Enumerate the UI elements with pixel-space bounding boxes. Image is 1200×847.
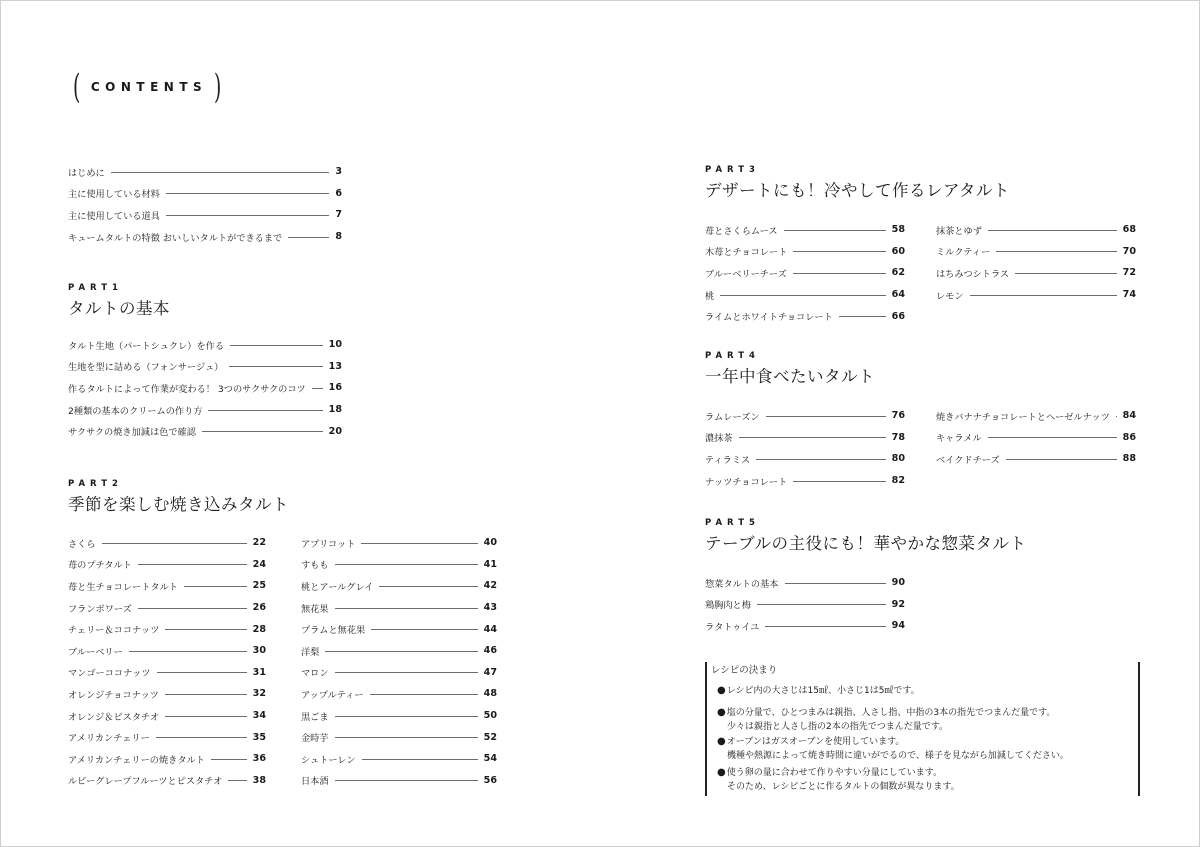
part3-section	[705, 165, 1136, 202]
leader-line	[228, 780, 246, 781]
toc-row[interactable]	[705, 427, 905, 449]
toc-row[interactable]	[936, 241, 1136, 263]
toc-page-number: 34	[252, 710, 266, 722]
toc-row[interactable]	[68, 377, 342, 399]
part3-label: PART3	[705, 165, 760, 175]
toc-row[interactable]	[936, 427, 1136, 449]
part5-section	[705, 518, 1136, 555]
part2-section	[68, 479, 498, 516]
toc-row[interactable]	[301, 597, 497, 619]
leader-line	[370, 694, 478, 695]
recipe-rule-item	[717, 684, 1127, 698]
toc-entry-title: 苺のプチタルト	[68, 560, 132, 572]
toc-entry-title: 2種類の基本のクリームの作り方	[68, 405, 203, 417]
toc-page-number: 82	[891, 475, 905, 487]
leader-line	[166, 193, 329, 194]
leader-line	[335, 608, 478, 609]
toc-row[interactable]	[705, 405, 905, 427]
toc-page-number: 58	[891, 224, 905, 236]
toc-row[interactable]	[68, 183, 342, 205]
contents-heading	[68, 67, 226, 107]
toc-page-number: 52	[483, 731, 497, 743]
toc-row[interactable]	[68, 683, 266, 705]
toc-page-number: 13	[328, 360, 342, 372]
toc-entry-title: 鶏胸肉と梅	[705, 600, 751, 612]
toc-row[interactable]	[68, 204, 342, 226]
leader-line	[230, 345, 323, 346]
toc-entry-title: すもも	[301, 560, 329, 572]
contents-label: CONTENTS	[90, 80, 208, 94]
leader-line	[335, 737, 478, 738]
toc-entry-title: マロン	[301, 668, 329, 680]
toc-row[interactable]	[68, 770, 266, 792]
intro-list	[68, 161, 342, 247]
toc-row[interactable]	[705, 305, 905, 327]
part4-list-left	[705, 405, 905, 491]
leader-line	[988, 230, 1117, 231]
toc-entry-title: 洋梨	[301, 646, 320, 658]
toc-row[interactable]	[68, 705, 266, 727]
toc-row[interactable]	[68, 420, 342, 442]
toc-page-number: 48	[483, 688, 497, 700]
leader-line	[766, 416, 886, 417]
toc-row[interactable]	[705, 262, 905, 284]
leader-line	[785, 583, 886, 584]
toc-row[interactable]	[705, 615, 905, 637]
leader-line	[739, 437, 886, 438]
toc-entry-title: はちみつシトラス	[936, 268, 1010, 280]
leader-line	[111, 172, 330, 173]
toc-entry-title: ラタトゥイユ	[705, 621, 760, 633]
part3-list-left	[705, 219, 905, 327]
toc-page-number: 86	[1122, 431, 1136, 443]
leader-line	[184, 586, 247, 587]
right-paren-ornament: )	[214, 67, 222, 107]
toc-row[interactable]	[936, 262, 1136, 284]
toc-entry-title: 焼きバナナチョコレートとヘーゼルナッツ	[936, 411, 1110, 423]
recipe-rules-box	[705, 662, 1140, 796]
part4-label: PART4	[705, 351, 760, 361]
toc-entry-title: 作るタルトによって作業が変わる！ 3つのサクサクのコツ	[68, 383, 306, 395]
toc-entry-title: 木苺とチョコレート	[705, 247, 788, 259]
toc-page-number: 60	[891, 245, 905, 257]
toc-entry-title: アメリカンチェリー	[68, 733, 150, 745]
toc-entry-title: 濃抹茶	[705, 433, 733, 445]
part3-title: デザートにも！冷やして作るレアタルト	[705, 181, 1010, 200]
toc-entry-title: ライムとホワイトチョコレート	[705, 312, 833, 324]
leader-line	[970, 295, 1117, 296]
toc-entry-title: 桃とアールグレイ	[301, 581, 374, 593]
toc-page-number: 26	[252, 602, 266, 614]
toc-page-number: 43	[483, 602, 497, 614]
toc-entry-title: ブルーベリーチーズ	[705, 268, 787, 280]
toc-entry-title: キュームタルトの特徴 おいしいタルトができるまで	[68, 232, 283, 244]
toc-entry-title: レモン	[936, 290, 964, 302]
recipe-rule-text: 使う卵の量に合わせて作りやすい分量にしています。	[726, 768, 943, 778]
toc-entry-title: 主に使用している材料	[68, 189, 160, 201]
toc-page-number: 40	[483, 537, 497, 549]
toc-page-number: 47	[483, 666, 497, 678]
toc-page-number: 32	[252, 688, 266, 700]
toc-entry-title: シュトーレン	[301, 754, 356, 766]
toc-row[interactable]	[301, 662, 497, 684]
leader-line	[165, 629, 246, 630]
toc-entry-title: 桃	[705, 290, 715, 302]
toc-row[interactable]	[68, 575, 266, 597]
toc-entry-title: 惣菜タルトの基本	[705, 578, 779, 590]
toc-row[interactable]	[68, 554, 266, 576]
toc-entry-title: 生地を型に詰める（フォンサージュ）	[68, 362, 224, 374]
leader-line	[1015, 273, 1117, 274]
bullet-icon: ●	[717, 767, 726, 778]
leader-line	[765, 626, 885, 627]
recipe-rule-item	[717, 766, 1127, 794]
toc-entry-title: 金時芋	[301, 733, 329, 745]
toc-page-number: 20	[328, 425, 342, 437]
toc-row[interactable]	[68, 662, 266, 684]
leader-line	[138, 608, 247, 609]
toc-page-number: 8	[335, 231, 342, 243]
toc-row[interactable]	[705, 572, 905, 594]
toc-page-number: 7	[335, 209, 342, 221]
toc-row[interactable]	[301, 532, 497, 554]
toc-row[interactable]	[68, 334, 342, 356]
toc-entry-title: フランボワーズ	[68, 603, 132, 615]
toc-entry-title: チェリー＆ココナッツ	[68, 625, 160, 637]
recipe-rule-text: オーブンはガスオーブンを使用しています。	[726, 737, 905, 747]
toc-row[interactable]	[301, 618, 497, 640]
toc-page-number: 74	[1122, 289, 1136, 301]
left-paren-ornament: (	[72, 67, 80, 107]
leader-line	[1006, 459, 1117, 460]
toc-page-number: 36	[252, 753, 266, 765]
toc-page-number: 54	[483, 753, 497, 765]
leader-line	[988, 437, 1117, 438]
leader-line	[784, 230, 886, 231]
leader-line	[793, 273, 886, 274]
toc-page-number: 3	[335, 166, 342, 178]
toc-row[interactable]	[68, 640, 266, 662]
recipe-rules-title: レシピの決まり	[711, 665, 778, 676]
toc-entry-title: 日本酒	[301, 776, 329, 788]
toc-row[interactable]	[301, 575, 497, 597]
toc-row[interactable]	[936, 284, 1136, 306]
leader-line	[102, 543, 247, 544]
leader-line	[362, 759, 478, 760]
leader-line	[793, 481, 885, 482]
leader-line	[129, 651, 247, 652]
toc-entry-title: さくら	[68, 538, 96, 550]
toc-page-number: 66	[891, 310, 905, 322]
recipe-rule-text: 機種や熱源によって焼き時間に違いがでるので、様子を見ながら加減してください。	[727, 751, 1069, 762]
toc-row[interactable]	[705, 284, 905, 306]
toc-row[interactable]	[68, 532, 266, 554]
toc-page-number: 22	[252, 537, 266, 549]
toc-page-number: 94	[891, 620, 905, 632]
leader-line	[312, 388, 323, 389]
leader-line	[156, 737, 247, 738]
toc-page-number: 70	[1122, 245, 1136, 257]
leader-line	[288, 237, 329, 238]
part1-label: PART1	[68, 283, 123, 293]
toc-row[interactable]	[301, 770, 497, 792]
recipe-rule-item	[717, 735, 1127, 763]
part3-list-right	[936, 219, 1136, 305]
toc-row[interactable]	[301, 554, 497, 576]
toc-entry-title: オレンジチョコナッツ	[68, 689, 159, 701]
toc-page-number: 38	[252, 774, 266, 786]
toc-page-number: 50	[483, 710, 497, 722]
recipe-rule-text: 少々は親指と人さし指の2本の指先でつまんだ量です。	[727, 722, 949, 733]
leader-line	[157, 672, 247, 673]
toc-page-number: 80	[891, 453, 905, 465]
part4-title: 一年中食べたいタルト	[705, 367, 875, 386]
toc-page-number: 76	[891, 410, 905, 422]
part5-title: テーブルの主役にも！華やかな惣菜タルト	[705, 534, 1027, 553]
leader-line	[208, 410, 322, 411]
leader-line	[211, 759, 247, 760]
toc-entry-title: 主に使用している道具	[68, 210, 160, 222]
toc-page-number: 72	[1122, 267, 1136, 279]
leader-line	[335, 780, 478, 781]
bullet-icon: ●	[717, 736, 726, 747]
recipe-rule-text: レシピ内の大さじは15㎖、小さじ1は5㎖です。	[726, 686, 920, 696]
toc-page-number: 42	[483, 580, 497, 592]
part5-list	[705, 572, 905, 637]
toc-row[interactable]	[301, 726, 497, 748]
toc-row[interactable]	[68, 161, 342, 183]
leader-line	[839, 316, 886, 317]
leader-line	[379, 586, 477, 587]
recipe-rule-text: そのため、レシピごとに作るタルトの個数が異なります。	[727, 782, 960, 793]
leader-line	[996, 251, 1116, 252]
toc-page-number: 35	[252, 731, 266, 743]
leader-line	[138, 564, 247, 565]
toc-entry-title: 苺と生チョコレートタルト	[68, 581, 178, 593]
toc-page-number: 6	[335, 187, 342, 199]
part5-label: PART5	[705, 518, 760, 528]
bullet-icon: ●	[717, 707, 726, 718]
toc-page-number: 64	[891, 289, 905, 301]
toc-entry-title: 苺とさくらムース	[705, 225, 778, 237]
toc-page-number: 25	[252, 580, 266, 592]
toc-entry-title: 無花果	[301, 603, 329, 615]
part1-title: タルトの基本	[68, 299, 170, 318]
toc-page-number: 24	[252, 558, 266, 570]
toc-page-number: 41	[483, 558, 497, 570]
toc-page-number: 16	[328, 382, 342, 394]
toc-row[interactable]	[301, 640, 497, 662]
toc-row[interactable]	[68, 597, 266, 619]
toc-page-number: 56	[483, 774, 497, 786]
leader-line	[757, 604, 886, 605]
toc-row[interactable]	[705, 219, 905, 241]
toc-page-number: 28	[252, 623, 266, 635]
leader-line	[165, 716, 246, 717]
toc-row[interactable]	[301, 705, 497, 727]
part2-list-left	[68, 532, 266, 791]
toc-entry-title: ティラミス	[705, 454, 751, 466]
toc-entry-title: ブルーベリー	[68, 646, 123, 658]
leader-line	[335, 564, 478, 565]
toc-page-number: 84	[1122, 410, 1136, 422]
toc-row[interactable]	[705, 594, 905, 616]
toc-row[interactable]	[68, 399, 342, 421]
toc-entry-title: アプリコット	[301, 538, 356, 550]
toc-row[interactable]	[68, 356, 342, 378]
toc-page-number: 44	[483, 623, 497, 635]
toc-page-number: 30	[252, 645, 266, 657]
toc-row[interactable]	[936, 219, 1136, 241]
toc-entry-title: アップルティー	[301, 689, 364, 701]
toc-row[interactable]	[705, 448, 905, 470]
toc-entry-title: サクサクの焼き加減は色で確認	[68, 427, 196, 439]
part1-list	[68, 334, 342, 442]
toc-entry-title: ミルクティー	[936, 247, 991, 259]
toc-entry-title: ベイクドチーズ	[936, 454, 1000, 466]
toc-page-number: 18	[328, 404, 342, 416]
toc-entry-title: キャラメル	[936, 433, 982, 445]
leader-line	[229, 366, 322, 367]
toc-page-number: 10	[328, 339, 342, 351]
part2-list-right	[301, 532, 497, 791]
leader-line	[202, 431, 323, 432]
toc-entry-title: タルト生地（パートシュクレ）を作る	[68, 340, 225, 352]
toc-entry-title: はじめに	[68, 167, 105, 179]
toc-entry-title: ナッツチョコレート	[705, 476, 788, 488]
toc-entry-title: 黒ごま	[301, 711, 329, 723]
part2-label: PART2	[68, 479, 123, 489]
leader-line	[361, 543, 477, 544]
leader-line	[165, 694, 247, 695]
toc-entry-title: 抹茶とゆず	[936, 225, 982, 237]
toc-row[interactable]	[68, 226, 342, 248]
leader-line	[166, 215, 329, 216]
toc-row[interactable]	[705, 241, 905, 263]
recipe-rule-item	[717, 706, 1127, 734]
part4-section	[705, 351, 1136, 388]
toc-page-number: 68	[1122, 224, 1136, 236]
toc-row[interactable]	[301, 748, 497, 770]
toc-row[interactable]	[936, 405, 1136, 427]
toc-row[interactable]	[68, 726, 266, 748]
part1-section	[68, 283, 342, 442]
toc-row[interactable]	[705, 470, 905, 492]
leader-line	[325, 651, 477, 652]
toc-entry-title: マンゴーココナッツ	[68, 668, 151, 680]
leader-line	[335, 672, 478, 673]
toc-entry-title: アメリカンチェリーの焼きタルト	[68, 754, 205, 766]
toc-page-number: 78	[891, 431, 905, 443]
part4-list-right	[936, 405, 1136, 470]
toc-page-number: 90	[891, 577, 905, 589]
bullet-icon: ●	[717, 685, 726, 696]
toc-entry-title: プラムと無花果	[301, 625, 366, 637]
toc-entry-title: オレンジ＆ピスタチオ	[68, 711, 160, 723]
leader-line	[756, 459, 885, 460]
toc-row[interactable]	[301, 683, 497, 705]
toc-page-number: 46	[483, 645, 497, 657]
toc-row[interactable]	[68, 618, 266, 640]
toc-page-number: 62	[891, 267, 905, 279]
toc-entry-title: ルビーグレープフルーツとピスタチオ	[68, 776, 223, 788]
toc-page-number: 88	[1122, 453, 1136, 465]
recipe-rule-text: 塩の分量で、ひとつまみは親指、人さし指、中指の3本の指先でつまんだ量です。	[726, 708, 1056, 718]
toc-entry-title: ラムレーズン	[705, 411, 760, 423]
toc-row[interactable]	[936, 448, 1136, 470]
toc-page-number: 31	[252, 666, 266, 678]
leader-line	[335, 716, 478, 717]
leader-line	[371, 629, 477, 630]
toc-row[interactable]	[68, 748, 266, 770]
part2-title: 季節を楽しむ焼き込みタルト	[68, 495, 289, 514]
leader-line	[720, 295, 885, 296]
toc-page-number: 92	[891, 598, 905, 610]
leader-line	[793, 251, 885, 252]
